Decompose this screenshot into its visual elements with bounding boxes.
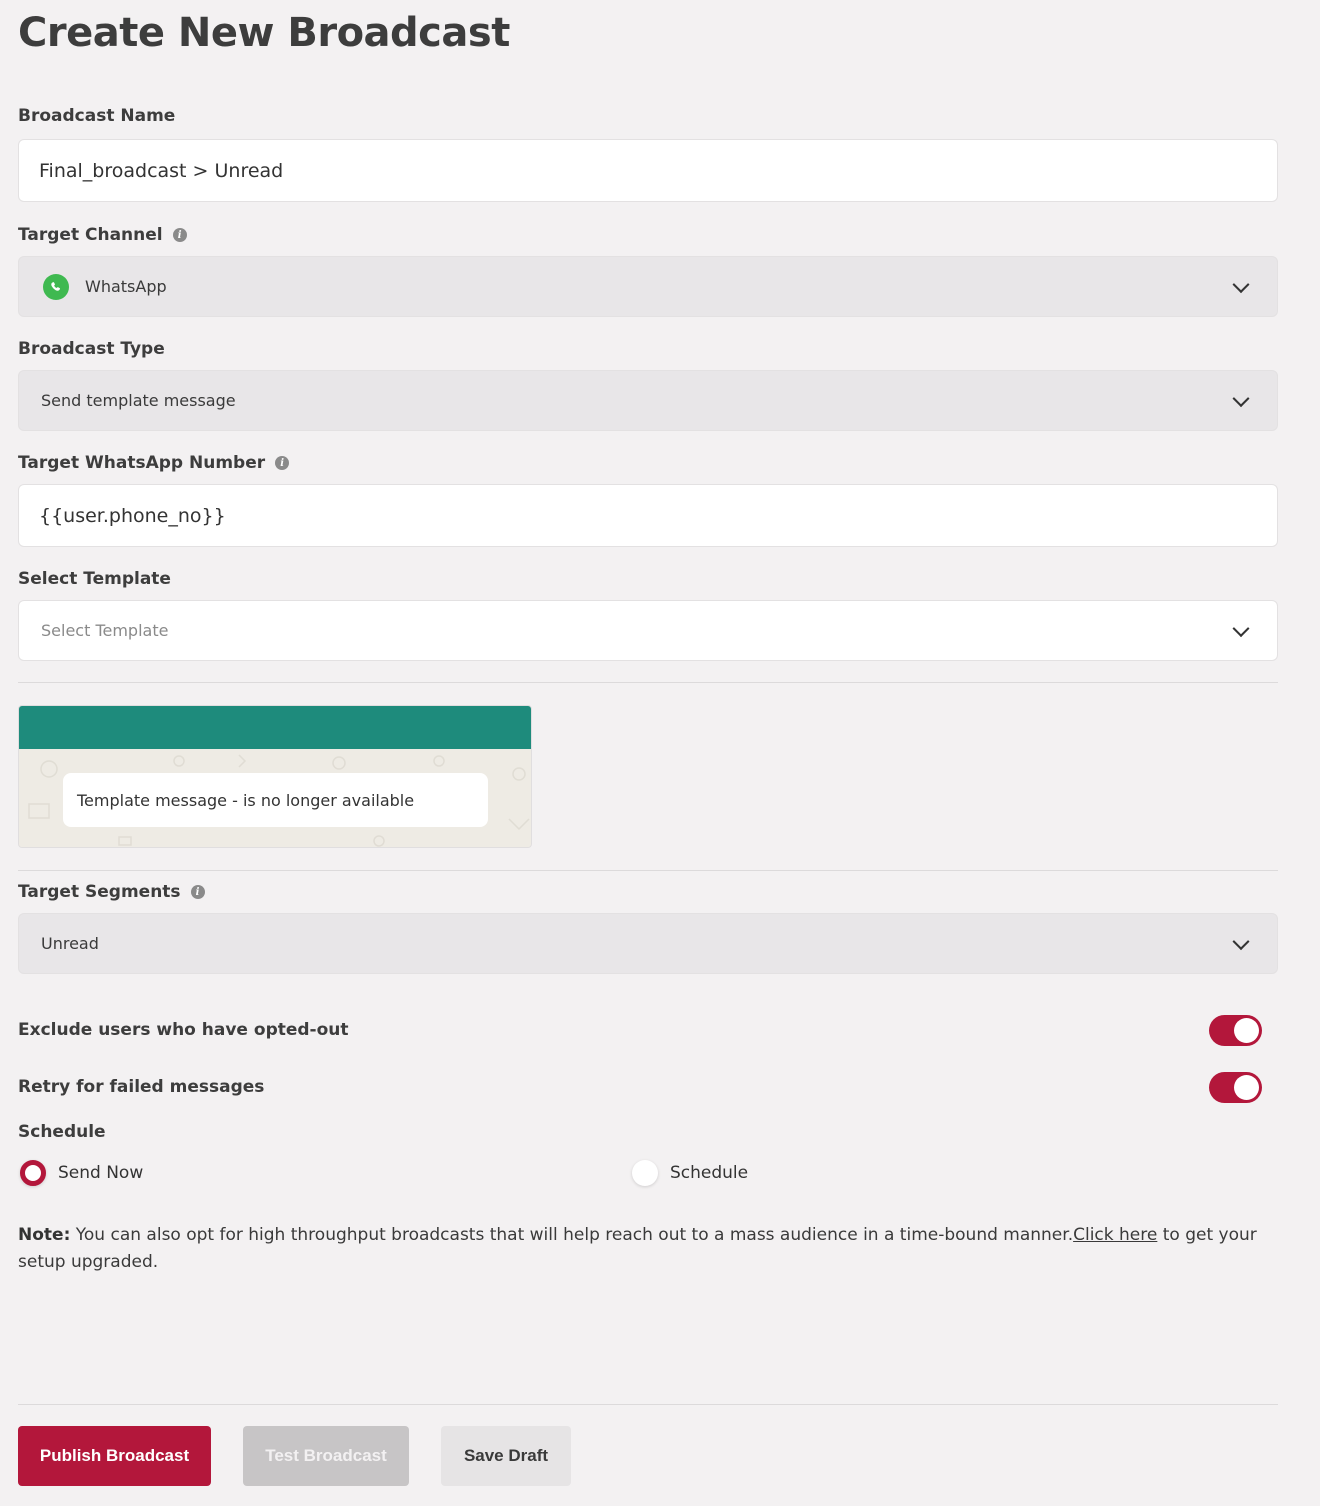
page-title: Create New Broadcast	[18, 10, 510, 56]
select-template-placeholder: Select Template	[41, 621, 169, 640]
preview-header	[19, 706, 531, 749]
whatsapp-icon	[43, 274, 69, 300]
create-broadcast-page	[18, 0, 1278, 1506]
note-suffix: to get your setup upgraded.	[18, 1225, 1257, 1272]
divider	[18, 870, 1278, 871]
exclude-opted-out-row	[18, 1010, 1278, 1050]
broadcast-name-value: Final_broadcast > Unread	[39, 159, 284, 182]
broadcast-type-select[interactable]	[18, 370, 1278, 431]
schedule-option[interactable]	[632, 1160, 748, 1186]
target-channel-select[interactable]	[18, 256, 1278, 317]
schedule-label-text: Schedule	[18, 1122, 106, 1142]
target-segments-select[interactable]	[18, 913, 1278, 974]
retry-failed-label: Retry for failed messages	[18, 1077, 265, 1097]
note-prefix: Note:	[18, 1225, 71, 1245]
target-segments-value: Unread	[41, 934, 99, 953]
note-text: You can also opt for high throughput broadcasts that will help reach out to a mass audience in a time-bound manner.	[70, 1225, 1074, 1245]
broadcast-name-input[interactable]	[18, 139, 1278, 202]
template-preview	[18, 705, 532, 848]
toggle-knob	[1234, 1018, 1259, 1043]
broadcast-name-label-text: Broadcast Name	[18, 106, 176, 126]
divider	[18, 682, 1278, 683]
preview-message-bubble	[63, 773, 488, 827]
exclude-opted-out-toggle[interactable]	[1209, 1015, 1262, 1046]
select-template-label-text: Select Template	[18, 569, 171, 589]
save-draft-button[interactable]: Save Draft	[441, 1426, 571, 1486]
target-segments-label	[18, 882, 205, 902]
info-icon[interactable]: i	[173, 228, 187, 242]
toggle-knob	[1234, 1075, 1259, 1100]
retry-failed-toggle[interactable]	[1209, 1072, 1262, 1103]
chevron-down-icon	[1233, 390, 1250, 407]
preview-message-text: Template message - is no longer available	[77, 790, 415, 810]
info-icon[interactable]: i	[191, 885, 205, 899]
broadcast-type-label-text: Broadcast Type	[18, 339, 165, 359]
exclude-opted-out-label: Exclude users who have opted-out	[18, 1020, 349, 1040]
target-segments-label-text: Target Segments	[18, 882, 181, 902]
broadcast-type-label	[18, 339, 165, 359]
info-icon[interactable]: i	[275, 456, 289, 470]
broadcast-type-value: Send template message	[41, 391, 236, 410]
target-channel-label	[18, 225, 187, 245]
chevron-down-icon	[1233, 276, 1250, 293]
preview-chat-background	[19, 749, 531, 848]
whatsapp-phone-glyph	[48, 279, 64, 295]
target-channel-value: WhatsApp	[85, 277, 167, 296]
throughput-note	[18, 1222, 1268, 1276]
divider	[18, 1404, 1278, 1405]
send-now-radio[interactable]	[20, 1160, 46, 1186]
select-template-dropdown[interactable]	[18, 600, 1278, 661]
target-channel-label-text: Target Channel	[18, 225, 163, 245]
target-number-label	[18, 453, 289, 473]
chevron-down-icon	[1233, 933, 1250, 950]
schedule-label	[18, 1122, 106, 1142]
schedule-radio-group	[18, 1160, 1278, 1192]
retry-failed-row	[18, 1067, 1278, 1107]
click-here-link[interactable]: Click here	[1073, 1225, 1158, 1245]
publish-broadcast-button[interactable]: Publish Broadcast	[18, 1426, 211, 1486]
send-now-option[interactable]	[20, 1160, 143, 1186]
target-number-input[interactable]	[18, 484, 1278, 547]
send-now-label: Send Now	[58, 1163, 144, 1183]
target-number-label-text: Target WhatsApp Number	[18, 453, 266, 473]
test-broadcast-button[interactable]: Test Broadcast	[243, 1426, 409, 1486]
chevron-down-icon	[1233, 620, 1250, 637]
select-template-label	[18, 569, 171, 589]
target-number-value: {{user.phone_no}}	[39, 504, 226, 527]
schedule-radio[interactable]	[632, 1160, 658, 1186]
schedule-option-label: Schedule	[670, 1163, 749, 1183]
broadcast-name-label	[18, 106, 175, 126]
